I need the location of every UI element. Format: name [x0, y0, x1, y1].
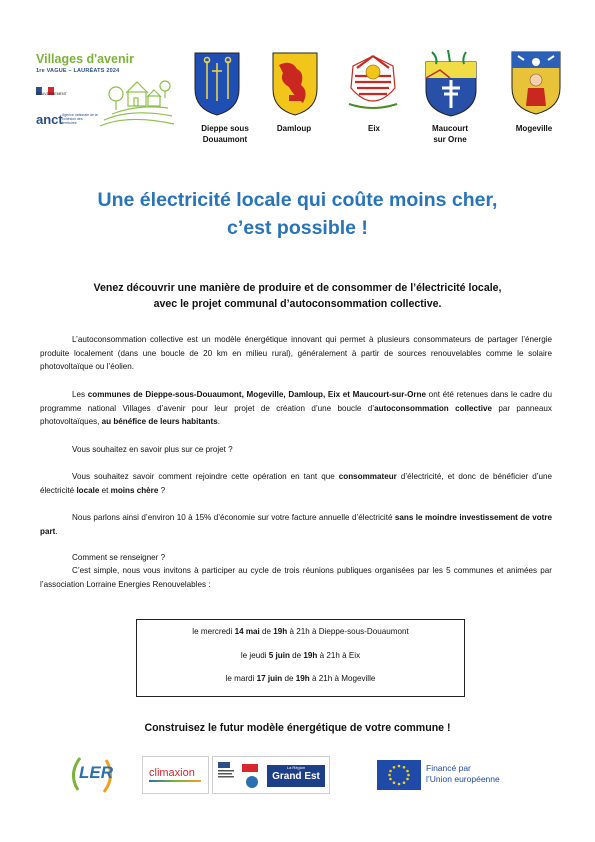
damloup-coat-of-arms	[271, 51, 319, 117]
commune-label-maucourt	[414, 123, 486, 145]
program-title: Villages d'avenir	[36, 52, 134, 66]
text: à 21h à Eix	[317, 650, 361, 660]
commune-label-line: Dieppe sous	[201, 124, 249, 133]
paragraph-text: Comment se renseigner ?	[72, 553, 166, 562]
eu-line1: Financé par	[426, 763, 471, 773]
region-small-text: La Région	[286, 765, 306, 770]
main-title	[0, 186, 595, 242]
text: Nous parlons ainsi d’environ 10 à 15% d’économie sur votre facture annuelle d’électricité	[72, 513, 395, 522]
meeting-date: 5 juin	[268, 650, 290, 660]
meetings-box	[136, 619, 465, 697]
paragraph-question-1	[40, 443, 552, 457]
text: ont été retenues dans le cadre du programme national Villages d’avenir pour leur projet de création d’une boucle d’	[40, 390, 552, 413]
text-bold: sans le moindre investissement de votre part	[40, 513, 552, 536]
paragraph-text: C’est simple, nous vous invitons à participer au cycle de trois réunions publiques organisées par les 5 communes et animées par l’association Lorraine Energies Renouvelables :	[40, 566, 552, 589]
village-illustration	[98, 74, 176, 130]
eix-coat-of-arms	[345, 48, 401, 118]
program-subtitle: 1re VAGUE – LAURÉATS 2024	[36, 68, 120, 74]
text: et	[99, 485, 111, 495]
mogeville-coat-of-arms	[510, 50, 562, 116]
lead-line1: Venez découvrir une manière de produire et de consommer de l’électricité locale,	[93, 282, 502, 294]
paragraph-intro	[40, 333, 552, 374]
eu-funding-text	[426, 763, 500, 785]
grand-est-logo	[267, 765, 325, 787]
lead-line2: avec le projet communal d’autoconsommation collective.	[153, 297, 442, 310]
main-title-line2: c’est possible !	[227, 217, 368, 239]
text: de	[259, 627, 274, 636]
meeting-time: 19h	[303, 650, 318, 660]
text: .	[217, 417, 220, 427]
commune-label-line: Douaumont	[202, 135, 248, 144]
text-bold: consommateur	[338, 472, 397, 481]
ademe-logos-icon	[216, 760, 260, 790]
text: à 21h à Dieppe-sous-Douaumont	[287, 627, 409, 636]
ler-text: LER	[79, 763, 113, 782]
eu-flag-icon	[377, 760, 421, 790]
main-title-line1: Une électricité locale qui coûte moins cher,	[97, 189, 498, 211]
commune-label-dieppe	[184, 123, 266, 145]
commune-label-line: Eix	[367, 124, 380, 133]
text: ?	[158, 485, 166, 495]
ler-logo	[66, 752, 118, 796]
paragraph-text: Vous souhaitez en savoir plus sur ce projet ?	[72, 445, 233, 454]
lead-text	[40, 281, 555, 312]
text: le mercredi	[192, 627, 235, 636]
partners-logo-block	[212, 756, 330, 794]
text: .	[55, 526, 58, 536]
climaxion-text: climaxion	[149, 767, 195, 779]
meeting-item	[137, 620, 464, 644]
text: par panneaux photovoltaïques,	[40, 403, 552, 427]
paragraph-communes	[40, 388, 552, 429]
meeting-time: 19h	[273, 627, 288, 636]
climaxion-logo	[142, 756, 209, 794]
eu-line2: l’Union européenne	[426, 774, 500, 784]
dieppe-coat-of-arms	[193, 51, 241, 117]
paragraph-invite	[40, 564, 552, 591]
marianne-logo	[36, 82, 54, 90]
text: de	[282, 674, 296, 683]
commune-label-mogeville	[498, 123, 570, 134]
meeting-time: 19h	[295, 674, 310, 683]
text: de	[289, 650, 304, 660]
text-bold: locale	[76, 485, 100, 495]
region-text: Grand Est	[272, 771, 320, 782]
text-bold: communes de Dieppe-sous-Douaumont, Mogeville, Damloup, Eix et Maucourt-sur-Orne	[87, 390, 426, 399]
meeting-item	[137, 667, 464, 691]
paragraph-question-2	[40, 470, 552, 497]
text: à 21h à Mogeville	[309, 674, 376, 683]
commune-label-eix	[354, 123, 394, 134]
eu-stars-icon	[377, 760, 421, 790]
anct-text: Agence nationale de la cohésion des territoires	[62, 113, 98, 125]
gov-label: GOUVERNEMENT	[36, 92, 67, 96]
text-bold: autoconsommation collective	[374, 403, 492, 413]
anct-logo: anct	[36, 112, 63, 127]
text-bold: au bénéfice de leurs habitants	[101, 417, 218, 427]
meeting-item	[137, 644, 464, 668]
commune-label-line: Mogeville	[515, 124, 553, 133]
commune-label-line: Damloup	[276, 124, 312, 133]
closing-line: Construisez le futur modèle énergétique de votre commune !	[144, 722, 451, 734]
text: le mardi	[225, 674, 257, 683]
commune-label-line: sur Orne	[433, 135, 467, 144]
paragraph-text: L’autoconsommation collective est un modèle énergétique innovant qui permet à plusieurs consommateurs de partager l’énergie produite localement (dans une boucle de 20 km en milieu rural), généralement à partir de sources renouvelables comme le solaire photovoltaïque ou l’éolien.	[40, 335, 552, 372]
paragraph-how	[40, 551, 552, 565]
commune-label-damloup	[264, 123, 324, 134]
commune-label-line: Maucourt	[432, 124, 468, 133]
text-bold: moins chère	[110, 485, 159, 495]
text: d’électricité, et donc de bénéficier d’une électricité	[40, 472, 552, 495]
text: Vous souhaitez savoir comment rejoindre cette opération en tant que	[72, 472, 339, 481]
text: le jeudi	[240, 650, 269, 660]
climaxion-underline	[149, 780, 201, 782]
meeting-date: 14 mai	[234, 627, 260, 636]
paragraph-savings	[40, 511, 552, 538]
meeting-date: 17 juin	[256, 674, 283, 683]
text: Les	[72, 390, 88, 399]
maucourt-coat-of-arms	[422, 48, 480, 118]
